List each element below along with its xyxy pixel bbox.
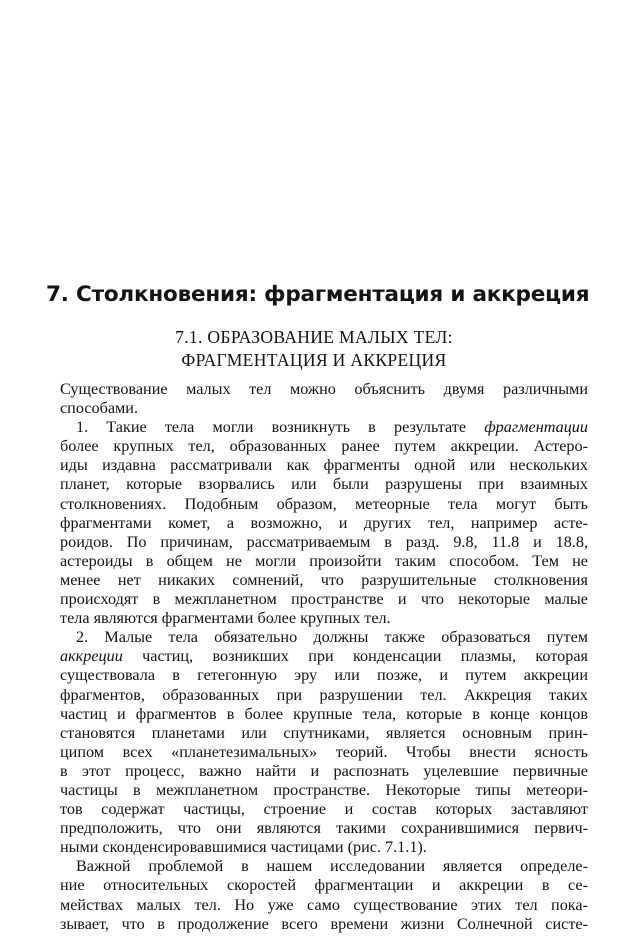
- text-line: тела являются фрагментами более крупных тел.: [60, 609, 391, 628]
- text-line: ние относительных скоростей фрагментации и аккреции в се-: [60, 876, 588, 895]
- paragraph: [60, 857, 588, 933]
- paragraph: [60, 418, 588, 628]
- text-line: ципом всех «планетезимальных» теорий. Чтобы внести ясность: [60, 742, 588, 761]
- chapter-title: 7. Столкновения: фрагментация и аккреция: [46, 282, 590, 307]
- text-line: частицы в межпланетном пространстве. Некоторые типы метеори-: [60, 780, 588, 799]
- text-run: частиц, возникших при конденсации плазмы, которая: [122, 647, 588, 666]
- text-line: Важной проблемой в нашем исследовании является определе-: [76, 857, 588, 876]
- text-line: [60, 418, 588, 437]
- text-line: более крупных тел, образованных ранее путем аккреции. Астеро-: [60, 437, 588, 456]
- body-text: [60, 380, 588, 934]
- text-line: частиц и фрагментов в более крупные тела, которые в конце концов: [60, 704, 588, 723]
- text-line: ными сконденсировавшимися частицами (рис. 7.1.1).: [60, 838, 427, 857]
- text-line: планет, которые взорвались или были разрушены при взаимных: [60, 475, 588, 494]
- text-line: Существование малых тел можно объяснить двумя различными: [60, 380, 588, 398]
- emphasis-term: аккреции: [60, 647, 123, 666]
- text-line: фрагментами комет, а возможно, и других тел, например асте-: [60, 513, 588, 532]
- text-line: происходят в межпланетном пространстве и что некоторые малые: [60, 590, 588, 609]
- text-line: астероиды в общем не могли произойти таким способом. Тем не: [60, 551, 588, 570]
- section-heading-line-2: ФРАГМЕНТАЦИЯ И АККРЕЦИЯ: [181, 350, 447, 370]
- section-heading: [0, 326, 628, 372]
- section-heading-line-1: 7.1. ОБРАЗОВАНИЕ МАЛЫХ ТЕЛ:: [175, 327, 453, 347]
- text-line: становятся планетами или спутниками, является основным прин-: [60, 723, 588, 742]
- text-line: тов содержат частицы, строение и состав которых заставляют: [60, 800, 588, 819]
- text-line: иды издавна рассматривали как фрагменты одной или нескольких: [60, 456, 588, 475]
- text-line: способами.: [60, 399, 138, 418]
- text-line: мействах малых тел. Но уже само существование этих тел пока-: [60, 895, 588, 914]
- text-line: менее нет никаких сомнений, что разрушительные столкновения: [60, 570, 588, 589]
- paragraph: [60, 628, 588, 857]
- text-line: существовала в гетегонную эру или позже, и путем аккреции: [60, 666, 588, 685]
- text-line: предположить, что они являются такими сохранившимися первич-: [60, 819, 588, 838]
- text-line: столкновениях. Подобным образом, метеорные тела могут быть: [60, 494, 588, 513]
- emphasis-term: фрагментации: [484, 418, 588, 437]
- text-line: в этот процесс, важно найти и распознать уцелевшие первичные: [60, 761, 588, 780]
- paragraph: [60, 380, 588, 418]
- text-line: зывает, что в продолжение всего времени жизни Солнечной систе-: [60, 914, 588, 933]
- text-line: 2. Малые тела обязательно должны также образоваться путем: [76, 628, 588, 647]
- text-line: роидов. По причинам, рассматриваемым в разд. 9.8, 11.8 и 18.8,: [60, 532, 588, 551]
- text-line: фрагментов, образованных при разрушении тел. Аккреция таких: [60, 685, 588, 704]
- text-line: [60, 647, 588, 666]
- text-run: 1. Такие тела могли возникнуть в результате: [76, 418, 485, 437]
